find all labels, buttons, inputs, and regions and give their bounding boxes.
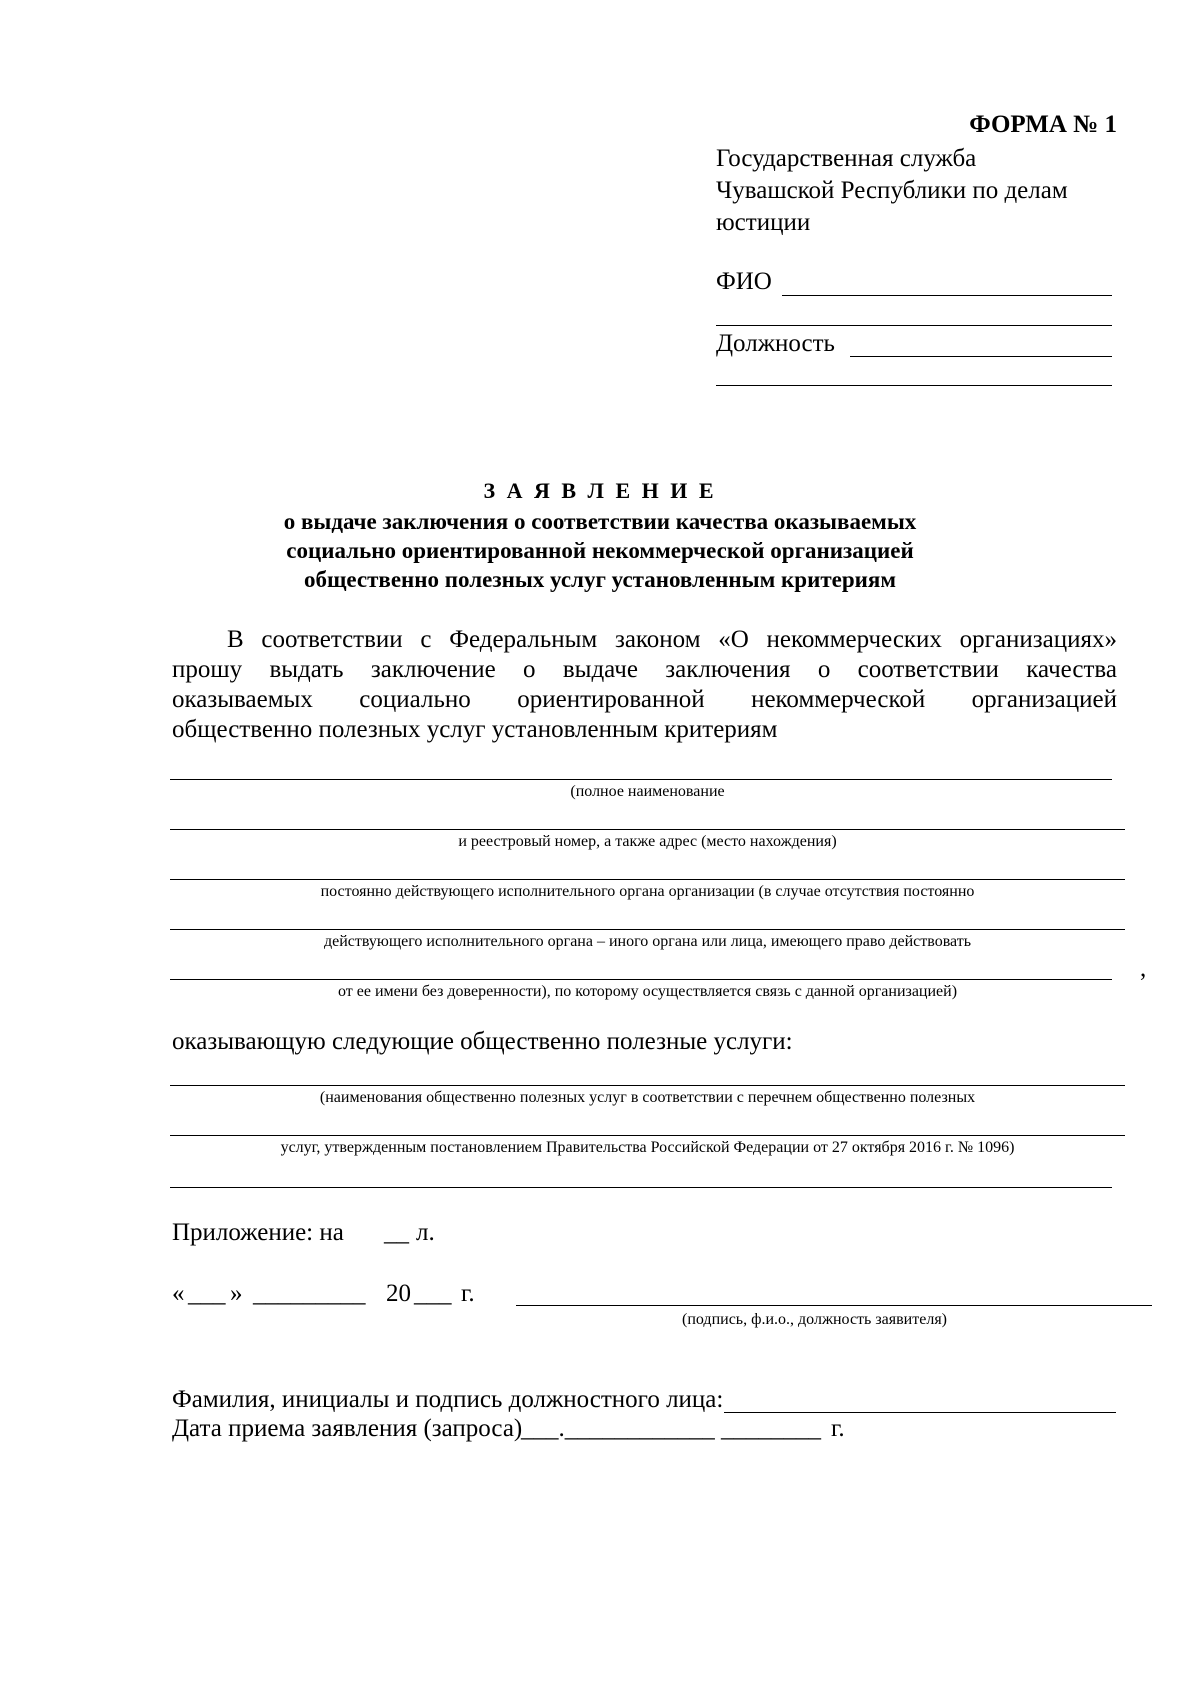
org-executive-line-2[interactable] [170,929,1125,930]
date-month-blank[interactable]: _________ [253,1280,366,1307]
subtitle-line: о выдаче заключения о соответствии качества оказываемых [283,509,917,534]
body-line: В соответствии с Федеральным законом «О некоммерческих организациях» [227,626,1117,653]
org-caption: от ее имени без доверенности), по которому осуществляется связь с данной организацией) [337,983,958,1000]
fio-label: ФИО [716,268,772,295]
date-open-quote: « [172,1280,185,1307]
services-line-3[interactable] [170,1187,1112,1188]
addressee-line: Чувашской Республики по делам [716,177,1068,204]
services-caption: (наименования общественно полезных услуг в соответствии с перечнем общественно полезных [319,1089,976,1106]
subtitle-line: общественно полезных услуг установленным критериям [304,567,896,592]
fio-field-line-2[interactable] [716,325,1112,326]
date-year-blank[interactable]: ___ [414,1280,452,1307]
receipt-date-label: Дата приема заявления (запроса) [172,1415,523,1442]
org-caption: и реестровый номер, а также адрес (место нахождения) [458,833,837,850]
attachment-suffix: л. [416,1219,435,1246]
attachment-label: Приложение: на [172,1219,344,1246]
org-contact-line[interactable] [170,979,1112,980]
addressee [716,143,1136,239]
date-year-suffix: г. [461,1280,475,1307]
addressee-line: юстиции [716,209,811,236]
position-label: Должность [716,330,835,357]
services-intro: оказывающую следующие общественно полезные услуги: [172,1028,793,1055]
receipt-date-suffix: г. [831,1415,845,1442]
line-comma: , [1140,955,1147,982]
org-registry-line[interactable] [170,829,1125,830]
org-caption: (полное наименование [570,783,725,800]
date-close-quote: » [230,1280,243,1307]
services-line[interactable] [170,1085,1125,1086]
form-number: ФОРМА № 1 [969,111,1117,138]
org-caption: действующего исполнительного органа – иного органа или лица, имеющего право действовать [323,933,972,950]
official-signature-label: Фамилия, инициалы и подпись должностного лица: [172,1386,724,1413]
body-line: общественно полезных услуг установленным критериям [172,716,778,743]
attachment-pages-blank[interactable]: __ [384,1219,409,1246]
fio-field-line[interactable] [782,295,1112,296]
position-field-line-2[interactable] [716,385,1112,386]
receipt-date-blanks[interactable]: ___.____________ ________ [521,1415,821,1442]
official-signature-line[interactable] [724,1412,1116,1413]
services-caption: услуг, утвержденным постановлением Правительства Российской Федерации от 27 октября 2016 г. № 1096) [280,1139,1015,1156]
org-caption: постоянно действующего исполнительного органа организации (в случае отсутствия постоянно [320,883,975,900]
org-name-line[interactable] [170,779,1112,780]
services-line-2[interactable] [170,1135,1125,1136]
applicant-signature-caption: (подпись, ф.и.о., должность заявителя) [682,1311,948,1328]
org-executive-line[interactable] [170,879,1125,880]
date-year-prefix: 20 [386,1280,411,1307]
applicant-signature-line[interactable] [516,1305,1152,1306]
body-line: оказываемых социально ориентированной некоммерческой организацией [172,686,1117,713]
document-title: З А Я В Л Е Н И Е [483,478,717,503]
subtitle-line: социально ориентированной некоммерческой организацией [286,538,914,563]
position-field-line[interactable] [850,356,1112,357]
addressee-line: Государственная служба [716,145,977,172]
document-subtitle [0,507,1200,594]
date-day-blank[interactable]: ___ [188,1280,226,1307]
body-line: прошу выдать заключение о выдаче заключения о соответствии качества [172,656,1117,683]
